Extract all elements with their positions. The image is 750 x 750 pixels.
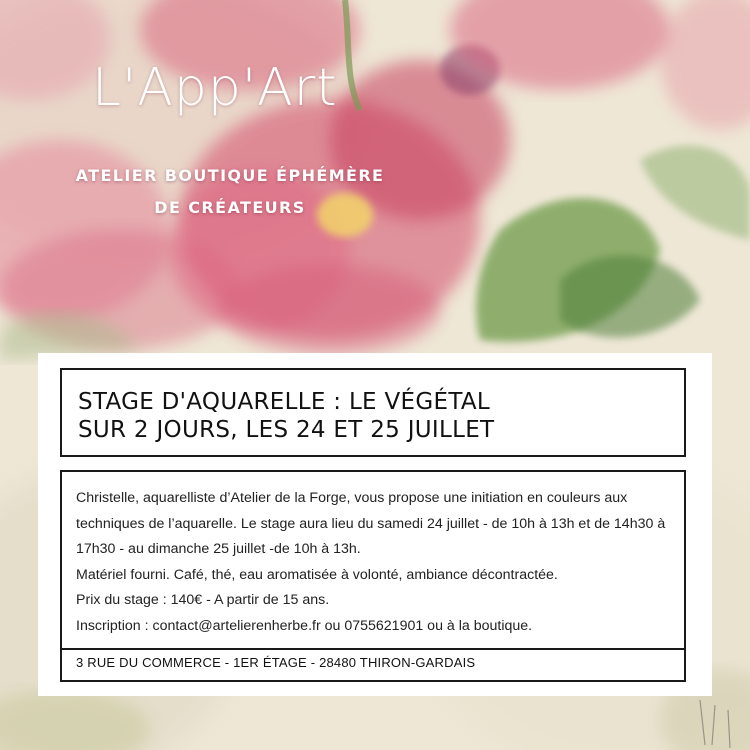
tagline-line-2: DE CRÉATEURS [154, 198, 306, 217]
event-description [76, 486, 672, 639]
event-title-line-2: SUR 2 JOURS, LES 24 ET 25 JUILLET [78, 417, 495, 443]
registration-line: Inscription : contact@artelierenherbe.fr ou 0755621901 ou à la boutique. [76, 617, 533, 634]
event-details-box [60, 470, 686, 682]
brand-logo-text: L'App'Art [92, 58, 338, 118]
event-address: 3 RUE DU COMMERCE - 1ER ÉTAGE - 28480 THIRON-GARDAIS [76, 655, 476, 670]
event-card [38, 353, 712, 696]
tagline-line-1: ATELIER BOUTIQUE ÉPHÉMÈRE [75, 166, 385, 185]
event-title-box [60, 368, 686, 457]
description-paragraph: Christelle, aquarelliste d’Atelier de la Forge, vous propose une initiation en couleurs aux techniques de l’aquarelle. Le stage aura lieu du samedi 24 juillet - de 10h à 13h et de 14h30 à 17h30 - au dimanche 25 juillet -de 10h à 13h. [76, 490, 666, 557]
materials-line: Matériel fourni. Café, thé, eau aromatisée à volonté, ambiance décontractée. [76, 566, 558, 583]
address-divider [62, 648, 684, 650]
brand-tagline [60, 160, 400, 224]
event-title-line-1: STAGE D'AQUARELLE : LE VÉGÉTAL [78, 389, 491, 415]
price-line: Prix du stage : 140€ - A partir de 15 ans. [76, 592, 330, 608]
